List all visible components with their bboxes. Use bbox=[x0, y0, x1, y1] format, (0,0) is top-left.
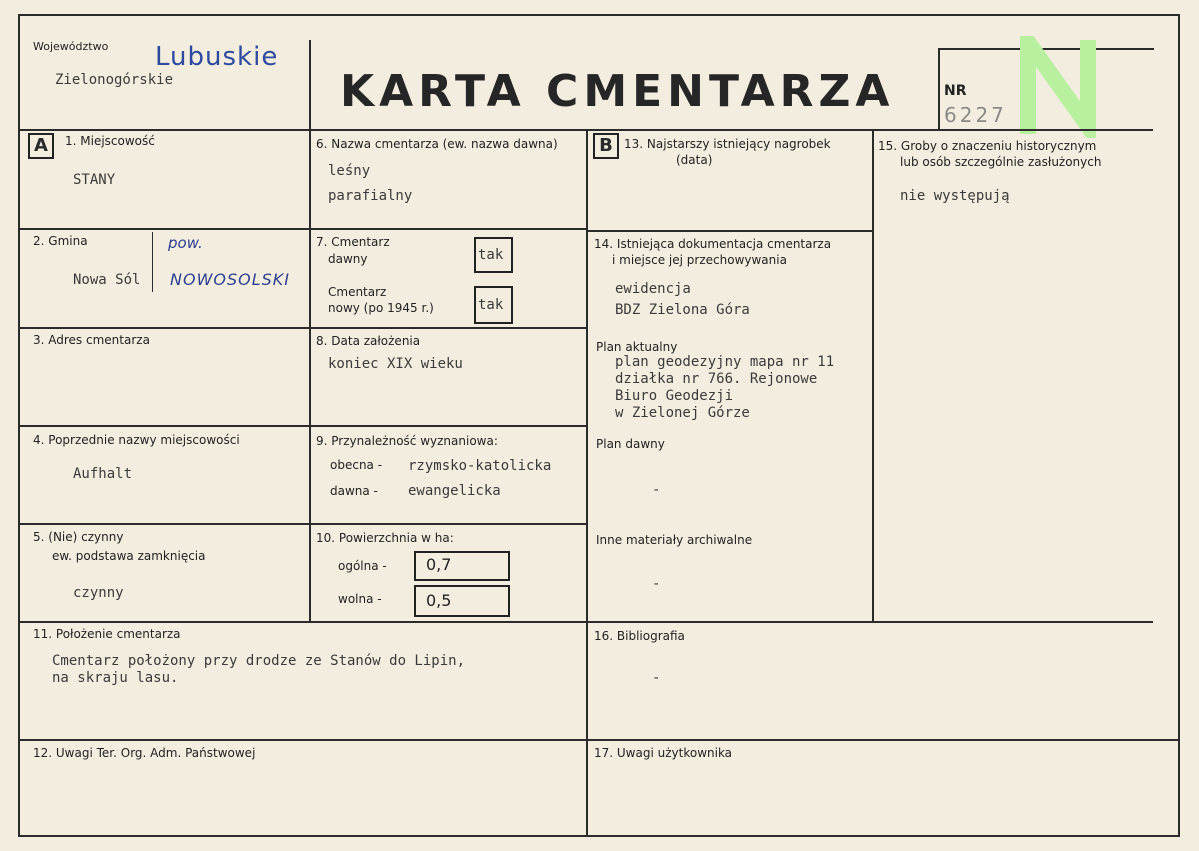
plan-aktualny-value-3: Biuro Geodezji bbox=[615, 388, 734, 404]
field-2-divider bbox=[152, 232, 153, 292]
field-10-wolna-value: 0,5 bbox=[414, 585, 510, 617]
field-1-label: 1. Miejscowość bbox=[65, 134, 155, 148]
field-9-obecna-value: rzymsko-katolicka bbox=[408, 458, 552, 474]
field-16-label: 16. Bibliografia bbox=[594, 629, 685, 643]
nr-value: 6227 bbox=[944, 103, 1007, 127]
row-line-328 bbox=[18, 327, 588, 329]
field-10-label: 10. Powierzchnia w ha: bbox=[316, 531, 454, 545]
field-7-nowy-sublabel: nowy (po 1945 r.) bbox=[328, 301, 434, 315]
field-7-nowy-box: tak bbox=[474, 286, 513, 324]
field-9-dawna-label: dawna - bbox=[330, 484, 378, 498]
row-line-524 bbox=[18, 523, 588, 525]
field-5-label: 5. (Nie) czynny bbox=[33, 530, 124, 544]
inne-materialy-label: Inne materiały archiwalne bbox=[596, 533, 753, 547]
field-5-sublabel: ew. podstawa zamknięcia bbox=[52, 549, 206, 563]
wojewodztwo-label: Województwo bbox=[33, 40, 109, 53]
field-11-value-2: na skraju lasu. bbox=[52, 670, 179, 686]
field-2-value: Nowa Sól bbox=[73, 272, 141, 288]
section-a-marker: A bbox=[28, 133, 54, 159]
col-line-587 bbox=[586, 129, 588, 835]
field-5-value: czynny bbox=[73, 585, 124, 601]
inne-materialy-value: - bbox=[652, 576, 661, 592]
field-11-value-1: Cmentarz położony przy drodze ze Stanów do Lipin, bbox=[52, 653, 466, 669]
plan-aktualny-value-2: działka nr 766. Rejonowe bbox=[615, 371, 818, 387]
field-14-label: 14. Istniejąca dokumentacja cmentarza bbox=[594, 237, 832, 251]
field-4-label: 4. Poprzednie nazwy miejscowości bbox=[33, 433, 240, 447]
field-7-dawny-label: dawny bbox=[328, 252, 368, 266]
field-2-hand-nowosolski: NOWOSOLSKI bbox=[170, 270, 291, 289]
field-9-dawna-value: ewangelicka bbox=[408, 483, 501, 499]
field-1-value: STANY bbox=[73, 172, 116, 188]
col-line-873 bbox=[872, 129, 874, 623]
row-line-622 bbox=[18, 621, 1153, 623]
field-15-label: 15. Groby o znaczeniu historycznym bbox=[878, 139, 1097, 153]
nr-label: NR bbox=[944, 83, 967, 99]
row-line-426 bbox=[18, 425, 588, 427]
plan-aktualny-label: Plan aktualny bbox=[596, 340, 678, 354]
field-7-dawny-box: tak bbox=[474, 237, 513, 273]
col-line-310 bbox=[309, 129, 311, 623]
field-16-value: - bbox=[652, 670, 661, 686]
field-11-label: 11. Położenie cmentarza bbox=[33, 627, 181, 641]
border-right bbox=[1178, 14, 1180, 837]
header-divider bbox=[309, 40, 311, 130]
field-15-sublabel: lub osób szczególnie zasłużonych bbox=[900, 155, 1102, 169]
field-9-label: 9. Przynależność wyznaniowa: bbox=[316, 434, 498, 448]
wojewodztwo-handwritten: Lubuskie bbox=[155, 42, 279, 72]
nr-box-left bbox=[938, 48, 940, 130]
plan-dawny-label: Plan dawny bbox=[596, 437, 665, 451]
field-8-value: koniec XIX wieku bbox=[328, 356, 463, 372]
plan-dawny-value: - bbox=[652, 482, 661, 498]
field-10-wolna-label: wolna - bbox=[338, 592, 382, 606]
plan-aktualny-value-1: plan geodezyjny mapa nr 11 bbox=[615, 354, 835, 370]
field-14-value-1: ewidencja bbox=[615, 281, 691, 297]
field-13-label: 13. Najstarszy istniejący nagrobek bbox=[624, 137, 831, 151]
field-10-ogolna-label: ogólna - bbox=[338, 559, 387, 573]
field-4-value: Aufhalt bbox=[73, 466, 133, 482]
field-14-sublabel: i miejsce jej przechowywania bbox=[612, 253, 787, 267]
stamp-n-mark bbox=[1018, 36, 1112, 138]
field-17-label: 17. Uwagi użytkownika bbox=[594, 746, 733, 760]
border-top bbox=[18, 14, 1180, 16]
field-14-value-2: BDZ Zielona Góra bbox=[615, 302, 750, 318]
page-title: KARTA CMENTARZA bbox=[340, 66, 895, 117]
row-line-b-230 bbox=[586, 230, 874, 232]
row-line-229 bbox=[18, 228, 588, 230]
field-15-value: nie występują bbox=[900, 188, 1010, 204]
field-3-label: 3. Adres cmentarza bbox=[33, 333, 150, 347]
field-12-label: 12. Uwagi Ter. Org. Adm. Państwowej bbox=[33, 746, 256, 760]
field-7-nowy-label: Cmentarz bbox=[328, 285, 387, 299]
field-2-label: 2. Gmina bbox=[33, 234, 88, 248]
field-8-label: 8. Data założenia bbox=[316, 334, 421, 348]
field-7-label: 7. Cmentarz bbox=[316, 235, 390, 249]
field-9-obecna-label: obecna - bbox=[330, 458, 383, 472]
section-b-marker: B bbox=[593, 133, 619, 159]
row-line-740 bbox=[18, 739, 1180, 741]
border-bottom bbox=[18, 835, 1180, 837]
plan-aktualny-value-4: w Zielonej Górze bbox=[615, 405, 750, 421]
field-6-value-1: leśny bbox=[328, 163, 371, 179]
field-2-hand-pow: pow. bbox=[168, 234, 203, 252]
field-6-label: 6. Nazwa cmentarza (ew. nazwa dawna) bbox=[316, 137, 558, 151]
field-13-sublabel: (data) bbox=[676, 153, 713, 167]
field-6-value-2: parafialny bbox=[328, 188, 413, 204]
wojewodztwo-typed: Zielonogórskie bbox=[55, 72, 174, 88]
field-10-ogolna-value: 0,7 bbox=[414, 551, 510, 581]
